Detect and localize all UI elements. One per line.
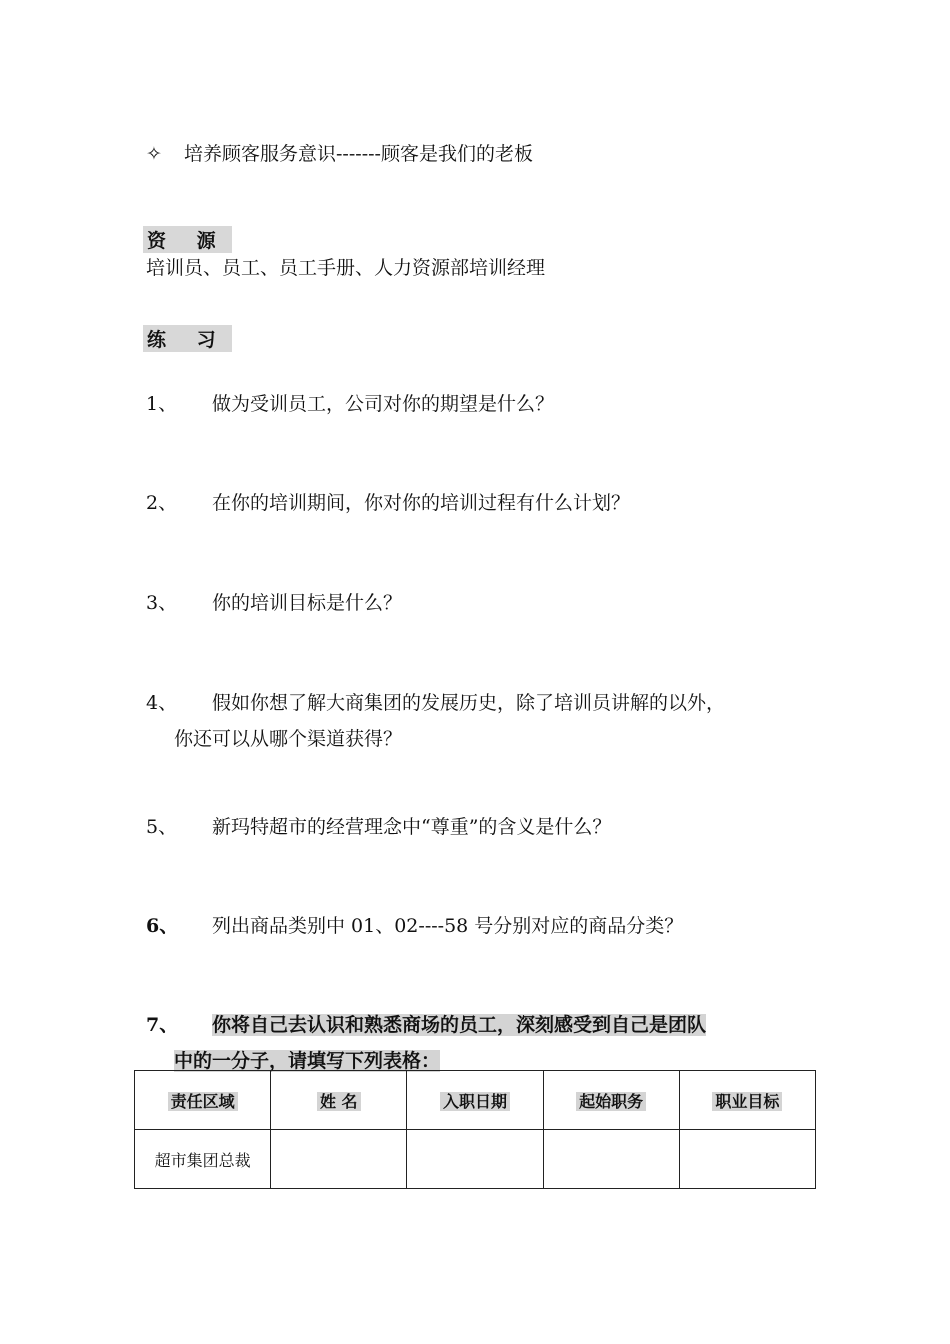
table-cell[interactable] (543, 1130, 679, 1189)
practice-heading: 练 习 (143, 325, 232, 352)
table-cell[interactable] (271, 1130, 407, 1189)
question-text: 做为受训员工，公司对你的期望是什么？ (212, 393, 555, 415)
question-1 (146, 389, 554, 416)
question-text: 你的培训目标是什么？ (212, 592, 403, 614)
question-number: 7、 (146, 1014, 179, 1036)
question-3 (146, 588, 402, 615)
question-text: 新玛特超市的经营理念中“尊重”的含义是什么？ (212, 816, 612, 838)
question-number: 1、 (146, 393, 178, 415)
header-cell: 入职日期 (407, 1071, 543, 1130)
question-number: 3、 (146, 592, 178, 614)
header-cell: 姓 名 (271, 1071, 407, 1130)
question-7-continuation (174, 1046, 440, 1073)
table-cell[interactable] (679, 1130, 815, 1189)
question-2 (146, 488, 630, 515)
table-header-row (135, 1071, 816, 1130)
sparkle-bullet-icon: ✧ (146, 143, 162, 165)
table-cell[interactable] (407, 1130, 543, 1189)
resources-heading: 资 源 (143, 226, 232, 253)
question-text-highlighted: 中的一分子，请填写下列表格： (174, 1050, 441, 1072)
staff-table (134, 1070, 816, 1189)
question-number: 4、 (146, 692, 178, 714)
question-text: 在你的培训期间，你对你的培训过程有什么计划？ (212, 492, 631, 514)
question-7 (146, 1010, 706, 1037)
table-row (135, 1130, 816, 1189)
question-text-highlighted: 你将自己去认识和熟悉商场的员工，深刻感受到自己是团队 (212, 1014, 707, 1036)
question-text: 假如你想了解大商集团的发展历史，除了培训员讲解的以外， (212, 692, 726, 714)
question-number: 6、 (146, 915, 179, 937)
question-4-continuation: 你还可以从哪个渠道获得？ (174, 728, 403, 750)
table-cell: 超市集团总裁 (135, 1130, 271, 1189)
intro-line (146, 139, 533, 166)
question-6 (146, 911, 683, 938)
question-text: 列出商品类别中 01、02----58 号分别对应的商品分类？ (212, 915, 684, 937)
intro-text: 培养顾客服务意识-------顾客是我们的老板 (184, 143, 533, 165)
header-cell: 责任区域 (135, 1071, 271, 1130)
question-number: 2、 (146, 492, 178, 514)
header-cell: 起始职务 (543, 1071, 679, 1130)
resources-text: 培训员、员工、员工手册、人力资源部培训经理 (146, 257, 546, 279)
question-number: 5、 (146, 816, 178, 838)
header-cell: 职业目标 (679, 1071, 815, 1130)
question-4 (146, 688, 725, 715)
question-5 (146, 812, 611, 839)
